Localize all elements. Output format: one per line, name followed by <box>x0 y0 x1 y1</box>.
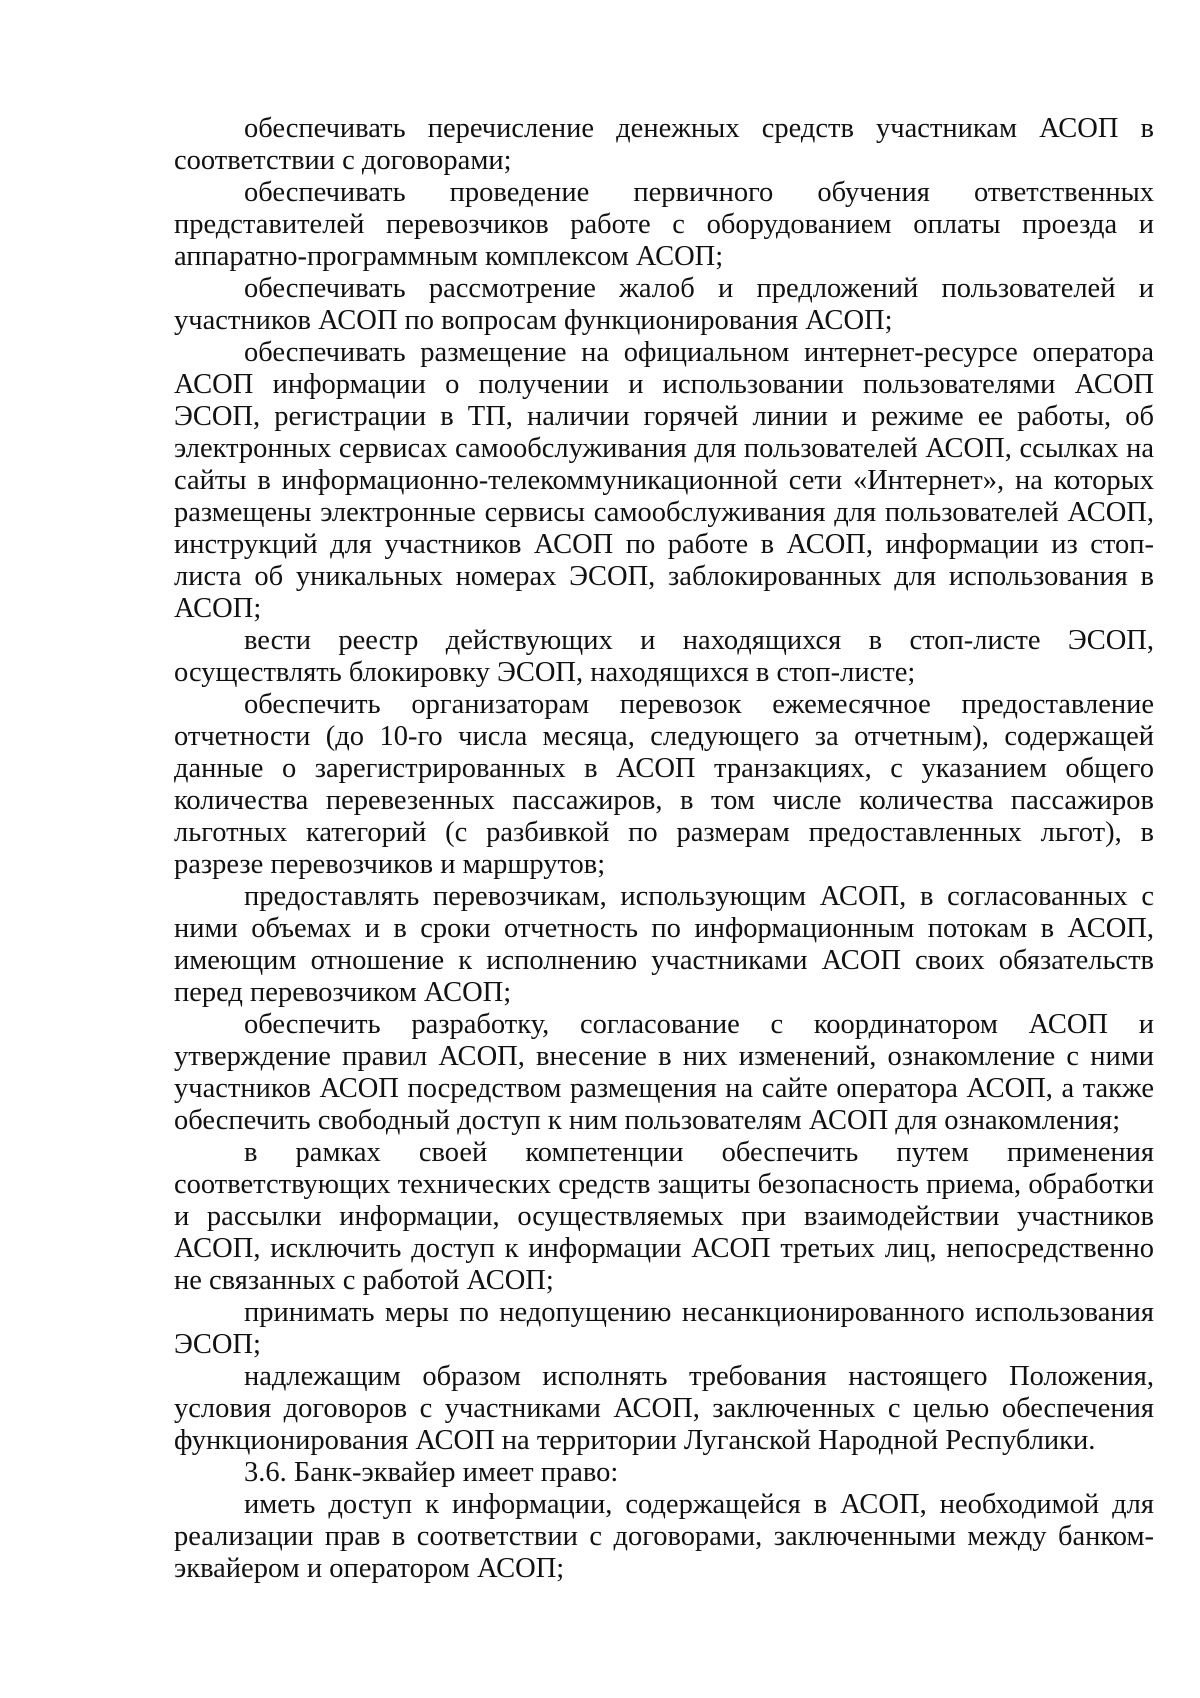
paragraph-unauthorized-use: принимать меры по недопущению несанкционированного использования ЭСОП; <box>174 1297 1154 1360</box>
paragraph-website-info: обеспечивать размещение на официальном интернет-ресурсе оператора АСОП информации о получении и использовании пользователями АСОП ЭСОП, регистрации в ТП, наличии горячей линии и режиме ее работы, об электронных сервисах самообслуживания для пользователей АСОП, ссылках на сайты в информационно-телекоммуникационной сети «Интернет», на которых размещены электронные сервисы самообслуживания для пользователей АСОП, инструкций для участников АСОП по работе в АСОП, информации из стоп-листа об уникальных номерах ЭСОП, заблокированных для использования в АСОП; <box>174 337 1154 624</box>
paragraph-monthly-reporting: обеспечить организаторам перевозок ежемесячное предоставление отчетности (до 10-го числа месяца, следующего за отчетным), содержащей данные о зарегистрированных в АСОП транзакциях, с указанием общего количества перевезенных пассажиров, в том числе количества пассажиров льготных категорий (с разбивкой по размерам предоставленных льгот), в разрезе перевозчиков и маршрутов; <box>174 689 1154 880</box>
paragraph-training: обеспечивать проведение первичного обучения ответственных представителей перевозчиков работе с оборудованием оплаты проезда и аппаратно-программным комплексом АСОП; <box>174 177 1154 272</box>
paragraph-security: в рамках своей компетенции обеспечить путем применения соответствующих технических средств защиты безопасность приема, обработки и рассылки информации, осуществляемых при взаимодействии участников АСОП, исключить доступ к информации АСОП третьих лиц, непосредственно не связанных с работой АСОП; <box>174 1137 1154 1296</box>
paragraph-carrier-reporting: предоставлять перевозчикам, использующим АСОП, в согласованных с ними объемах и в сроки отчетность по информационным потокам в АСОП, имеющим отношение к исполнению участниками АСОП своих обязательств перед перевозчиком АСОП; <box>174 881 1154 1008</box>
document-page <box>174 113 1154 1585</box>
paragraph-transfer-funds: обеспечивать перечисление денежных средств участникам АСОП в соответствии с договорами; <box>174 113 1154 176</box>
paragraph-compliance: надлежащим образом исполнять требования настоящего Положения, условия договоров с участниками АСОП, заключенных с целью обеспечения функционирования АСОП на территории Луганской Народной Республики. <box>174 1361 1154 1456</box>
paragraph-registry: вести реестр действующих и находящихся в стоп-листе ЭСОП, осуществлять блокировку ЭСОП, находящихся в стоп-листе; <box>174 625 1154 688</box>
section-heading-3-6: 3.6. Банк-эквайер имеет право: <box>244 1457 619 1488</box>
paragraph-access-info: иметь доступ к информации, содержащейся в АСОП, необходимой для реализации прав в соответствии с договорами, заключенными между банком-эквайером и оператором АСОП; <box>174 1489 1154 1584</box>
paragraph-rules: обеспечить разработку, согласование с координатором АСОП и утверждение правил АСОП, внесение в них изменений, ознакомление с ними участников АСОП посредством размещения на сайте оператора АСОП, а также обеспечить свободный доступ к ним пользователям АСОП для ознакомления; <box>174 1009 1154 1136</box>
paragraph-complaints: обеспечивать рассмотрение жалоб и предложений пользователей и участников АСОП по вопросам функционирования АСОП; <box>174 273 1154 336</box>
